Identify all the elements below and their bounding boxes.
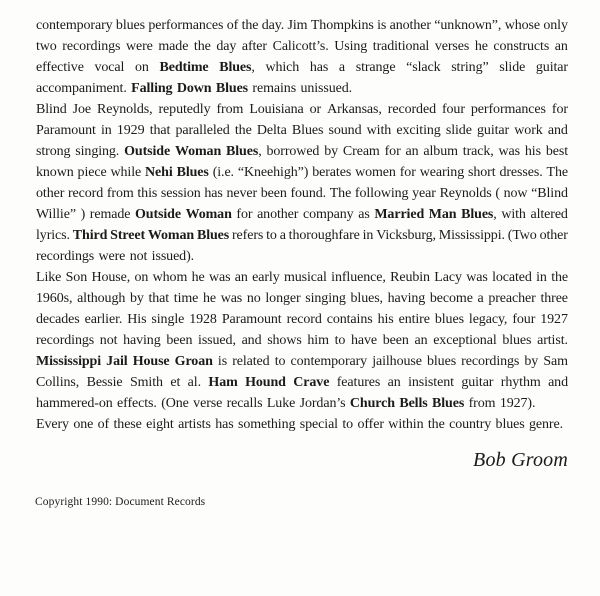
text-line: accompaniment. Falling Down Blues remains unissued.: [36, 81, 353, 96]
text-line: other record from this session has never been found. The following year Reynolds ( now “Blind: [36, 186, 568, 201]
text-line: recordings not having been issued, and shows him to have been an exceptional blues artist.: [36, 333, 568, 348]
text-line: Paramount in 1929 that paralleled the Delta Blues sound with exciting slide guitar work and: [36, 123, 568, 138]
text-line: two recordings were made the day after Calicott’s. Using traditional verses he constructs an: [36, 39, 568, 54]
author-signature: Bob Groom: [473, 449, 568, 471]
text-line: contemporary blues performances of the day. Jim Thompkins is another “unknown”, whose only: [36, 18, 568, 33]
text-line: lyrics. Third Street Woman Blues refers to a thoroughfare in Vicksburg, Mississippi. (Two other: [36, 228, 568, 243]
text-line: 1960s, although by that time he was no longer singing blues, having become a preacher three: [36, 291, 568, 306]
text-line: Every one of these eight artists has something special to offer within the country blues genre.: [36, 417, 563, 432]
text-line: Willie” ) remade Outside Woman for another company as Married Man Blues, with altered: [36, 207, 568, 222]
text-line: effective vocal on Bedtime Blues, which has a strange “slack string” slide guitar: [36, 60, 568, 75]
text-line: decades earlier. His single 1928 Paramount record contains his entire blues legacy, four 1927: [36, 312, 568, 327]
text-line: known piece while Nehi Blues (i.e. “Kneehigh”) berates women for wearing short dresses. The: [36, 165, 568, 180]
text-line: Like Son House, on whom he was an early musical influence, Reubin Lacy was located in the: [36, 270, 568, 285]
text-line: recordings were not issued).: [36, 249, 195, 264]
liner-notes-text: [36, 15, 568, 435]
text-line: Collins, Bessie Smith et al. Ham Hound Crave features an insistent guitar rhythm and: [36, 375, 568, 390]
text-line: Blind Joe Reynolds, reputedly from Louisiana or Arkansas, recorded four performances for: [36, 102, 568, 117]
text-line: strong singing. Outside Woman Blues, borrowed by Cream for an album track, was his best: [36, 144, 568, 159]
text-line: Mississippi Jail House Groan is related to contemporary jailhouse blues recordings by Sam: [36, 354, 568, 369]
text-line: hammered-on effects. (One verse recalls Luke Jordan’s Church Bells Blues from 1927).: [36, 396, 536, 411]
copyright-notice: Copyright 1990: Document Records: [35, 496, 206, 508]
